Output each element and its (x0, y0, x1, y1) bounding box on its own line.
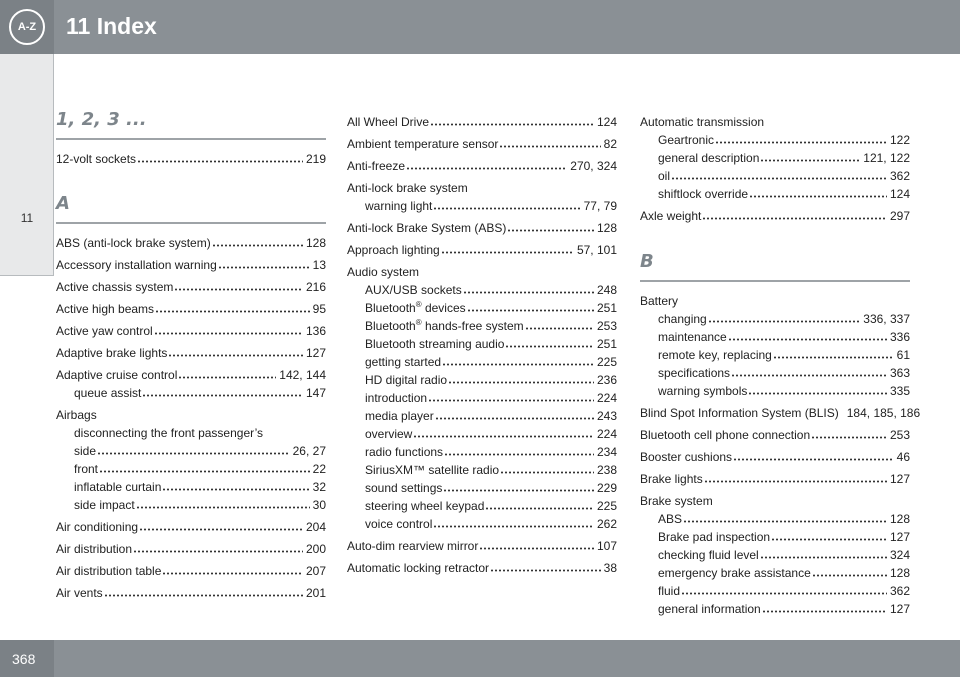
index-subentry[interactable]: general information 127 (658, 602, 910, 616)
section-divider (56, 222, 326, 224)
index-entry[interactable]: Auto-dim rearview mirror 107 (347, 539, 617, 553)
index-subentry[interactable]: Brake pad inspection 127 (658, 530, 910, 544)
index-entry-group-title: Anti-lock brake system (347, 181, 468, 195)
index-entry[interactable]: Active high beams 95 (56, 302, 326, 316)
page-number: 368 (12, 651, 36, 667)
index-entry[interactable]: Bluetooth cell phone connection 253 (640, 428, 910, 442)
page-title: 11 Index (66, 13, 157, 39)
index-column-3 (640, 113, 921, 618)
index-entry[interactable]: Blind Spot Information System (BLIS) 184, 185, 186 (640, 406, 921, 420)
index-entry[interactable]: Anti-freeze 270, 324 (347, 159, 617, 173)
section-divider (640, 280, 910, 282)
chapter-tab[interactable] (0, 54, 54, 276)
index-entry[interactable]: Booster cushions 46 (640, 450, 910, 464)
index-subentry[interactable]: side 26, 27 (74, 444, 326, 458)
index-entry[interactable]: Anti-lock Brake System (ABS) 128 (347, 221, 617, 235)
index-entry[interactable]: Air distribution 200 (56, 542, 326, 556)
index-subentry[interactable]: AUX/USB sockets 248 (365, 283, 617, 297)
index-entry[interactable]: All Wheel Drive 124 (347, 115, 617, 129)
page-number-box (0, 640, 54, 677)
index-subentry[interactable]: radio functions 234 (365, 445, 617, 459)
index-entry[interactable]: Brake lights 127 (640, 472, 910, 486)
index-subentry[interactable]: fluid 362 (658, 584, 910, 598)
page-footer (0, 640, 960, 677)
index-subentry-line: disconnecting the front passenger’s (74, 426, 264, 440)
index-entry[interactable]: Adaptive brake lights 127 (56, 346, 326, 360)
index-subentry[interactable]: voice control 262 (365, 517, 617, 531)
index-entry[interactable]: Air vents 201 (56, 586, 326, 600)
index-subentry[interactable]: SiriusXM™ satellite radio 238 (365, 463, 617, 477)
index-column-2 (347, 113, 617, 581)
index-subentry[interactable]: Bluetooth® hands-free system 253 (365, 318, 617, 333)
index-entry-group-title: Automatic transmission (640, 115, 765, 129)
index-entry[interactable]: ABS (anti-lock brake system) 128 (56, 236, 326, 250)
index-subentry[interactable]: side impact 30 (74, 498, 326, 512)
index-subentry[interactable]: introduction 224 (365, 391, 617, 405)
chapter-number: 11 (20, 211, 34, 225)
index-column-1 (56, 108, 326, 606)
index-subentry[interactable]: getting started 225 (365, 355, 617, 369)
index-icon: A-Z (9, 9, 45, 45)
section-divider (56, 138, 326, 140)
header-badge (0, 0, 54, 54)
index-subentry[interactable]: sound settings 229 (365, 481, 617, 495)
index-subentry[interactable]: ABS 128 (658, 512, 910, 526)
index-subentry[interactable]: queue assist 147 (74, 386, 326, 400)
index-entry[interactable]: Air distribution table 207 (56, 564, 326, 578)
index-subentry[interactable]: HD digital radio 236 (365, 373, 617, 387)
index-subentry[interactable]: Bluetooth streaming audio 251 (365, 337, 617, 351)
index-subentry[interactable]: warning light 77, 79 (365, 199, 617, 213)
index-entry[interactable]: Active yaw control 136 (56, 324, 326, 338)
index-entry[interactable]: Approach lighting 57, 101 (347, 243, 617, 257)
page-header (0, 0, 960, 54)
index-subentry[interactable]: Bluetooth® devices 251 (365, 300, 617, 315)
index-entry[interactable]: Adaptive cruise control 142, 144 (56, 368, 326, 382)
index-subentry[interactable]: maintenance 336 (658, 330, 910, 344)
index-entry[interactable]: Air conditioning 204 (56, 520, 326, 534)
index-entry-group-title: Airbags (56, 408, 97, 422)
section-heading-a: A (56, 193, 70, 214)
index-subentry[interactable]: media player 243 (365, 409, 617, 423)
index-subentry[interactable]: front 22 (74, 462, 326, 476)
section-heading-b: B (640, 251, 654, 272)
index-entry[interactable]: 12-volt sockets 219 (56, 152, 326, 166)
index-subentry[interactable]: changing 336, 337 (658, 312, 910, 326)
section-heading-123: 1, 2, 3 ... (56, 109, 147, 130)
index-subentry[interactable]: Geartronic 122 (658, 133, 910, 147)
index-entry-group-title: Audio system (347, 265, 420, 279)
index-entry[interactable]: Automatic locking retractor 38 (347, 561, 617, 575)
index-subentry[interactable]: specifications 363 (658, 366, 910, 380)
index-entry[interactable]: Ambient temperature sensor 82 (347, 137, 617, 151)
index-subentry[interactable]: remote key, replacing 61 (658, 348, 910, 362)
index-entry[interactable]: Axle weight 297 (640, 209, 910, 223)
index-subentry[interactable]: inflatable curtain 32 (74, 480, 326, 494)
index-entry-group-title: Battery (640, 294, 679, 308)
index-subentry[interactable]: warning symbols 335 (658, 384, 910, 398)
index-entry[interactable]: Active chassis system 216 (56, 280, 326, 294)
index-subentry[interactable]: oil 362 (658, 169, 910, 183)
index-subentry[interactable]: steering wheel keypad 225 (365, 499, 617, 513)
index-subentry[interactable]: general description 121, 122 (658, 151, 910, 165)
index-subentry[interactable]: overview 224 (365, 427, 617, 441)
index-entry[interactable]: Accessory installation warning 13 (56, 258, 326, 272)
index-subentry[interactable]: checking fluid level 324 (658, 548, 910, 562)
index-entry-group-title: Brake system (640, 494, 713, 508)
index-subentry[interactable]: shiftlock override 124 (658, 187, 910, 201)
index-subentry[interactable]: emergency brake assistance 128 (658, 566, 910, 580)
